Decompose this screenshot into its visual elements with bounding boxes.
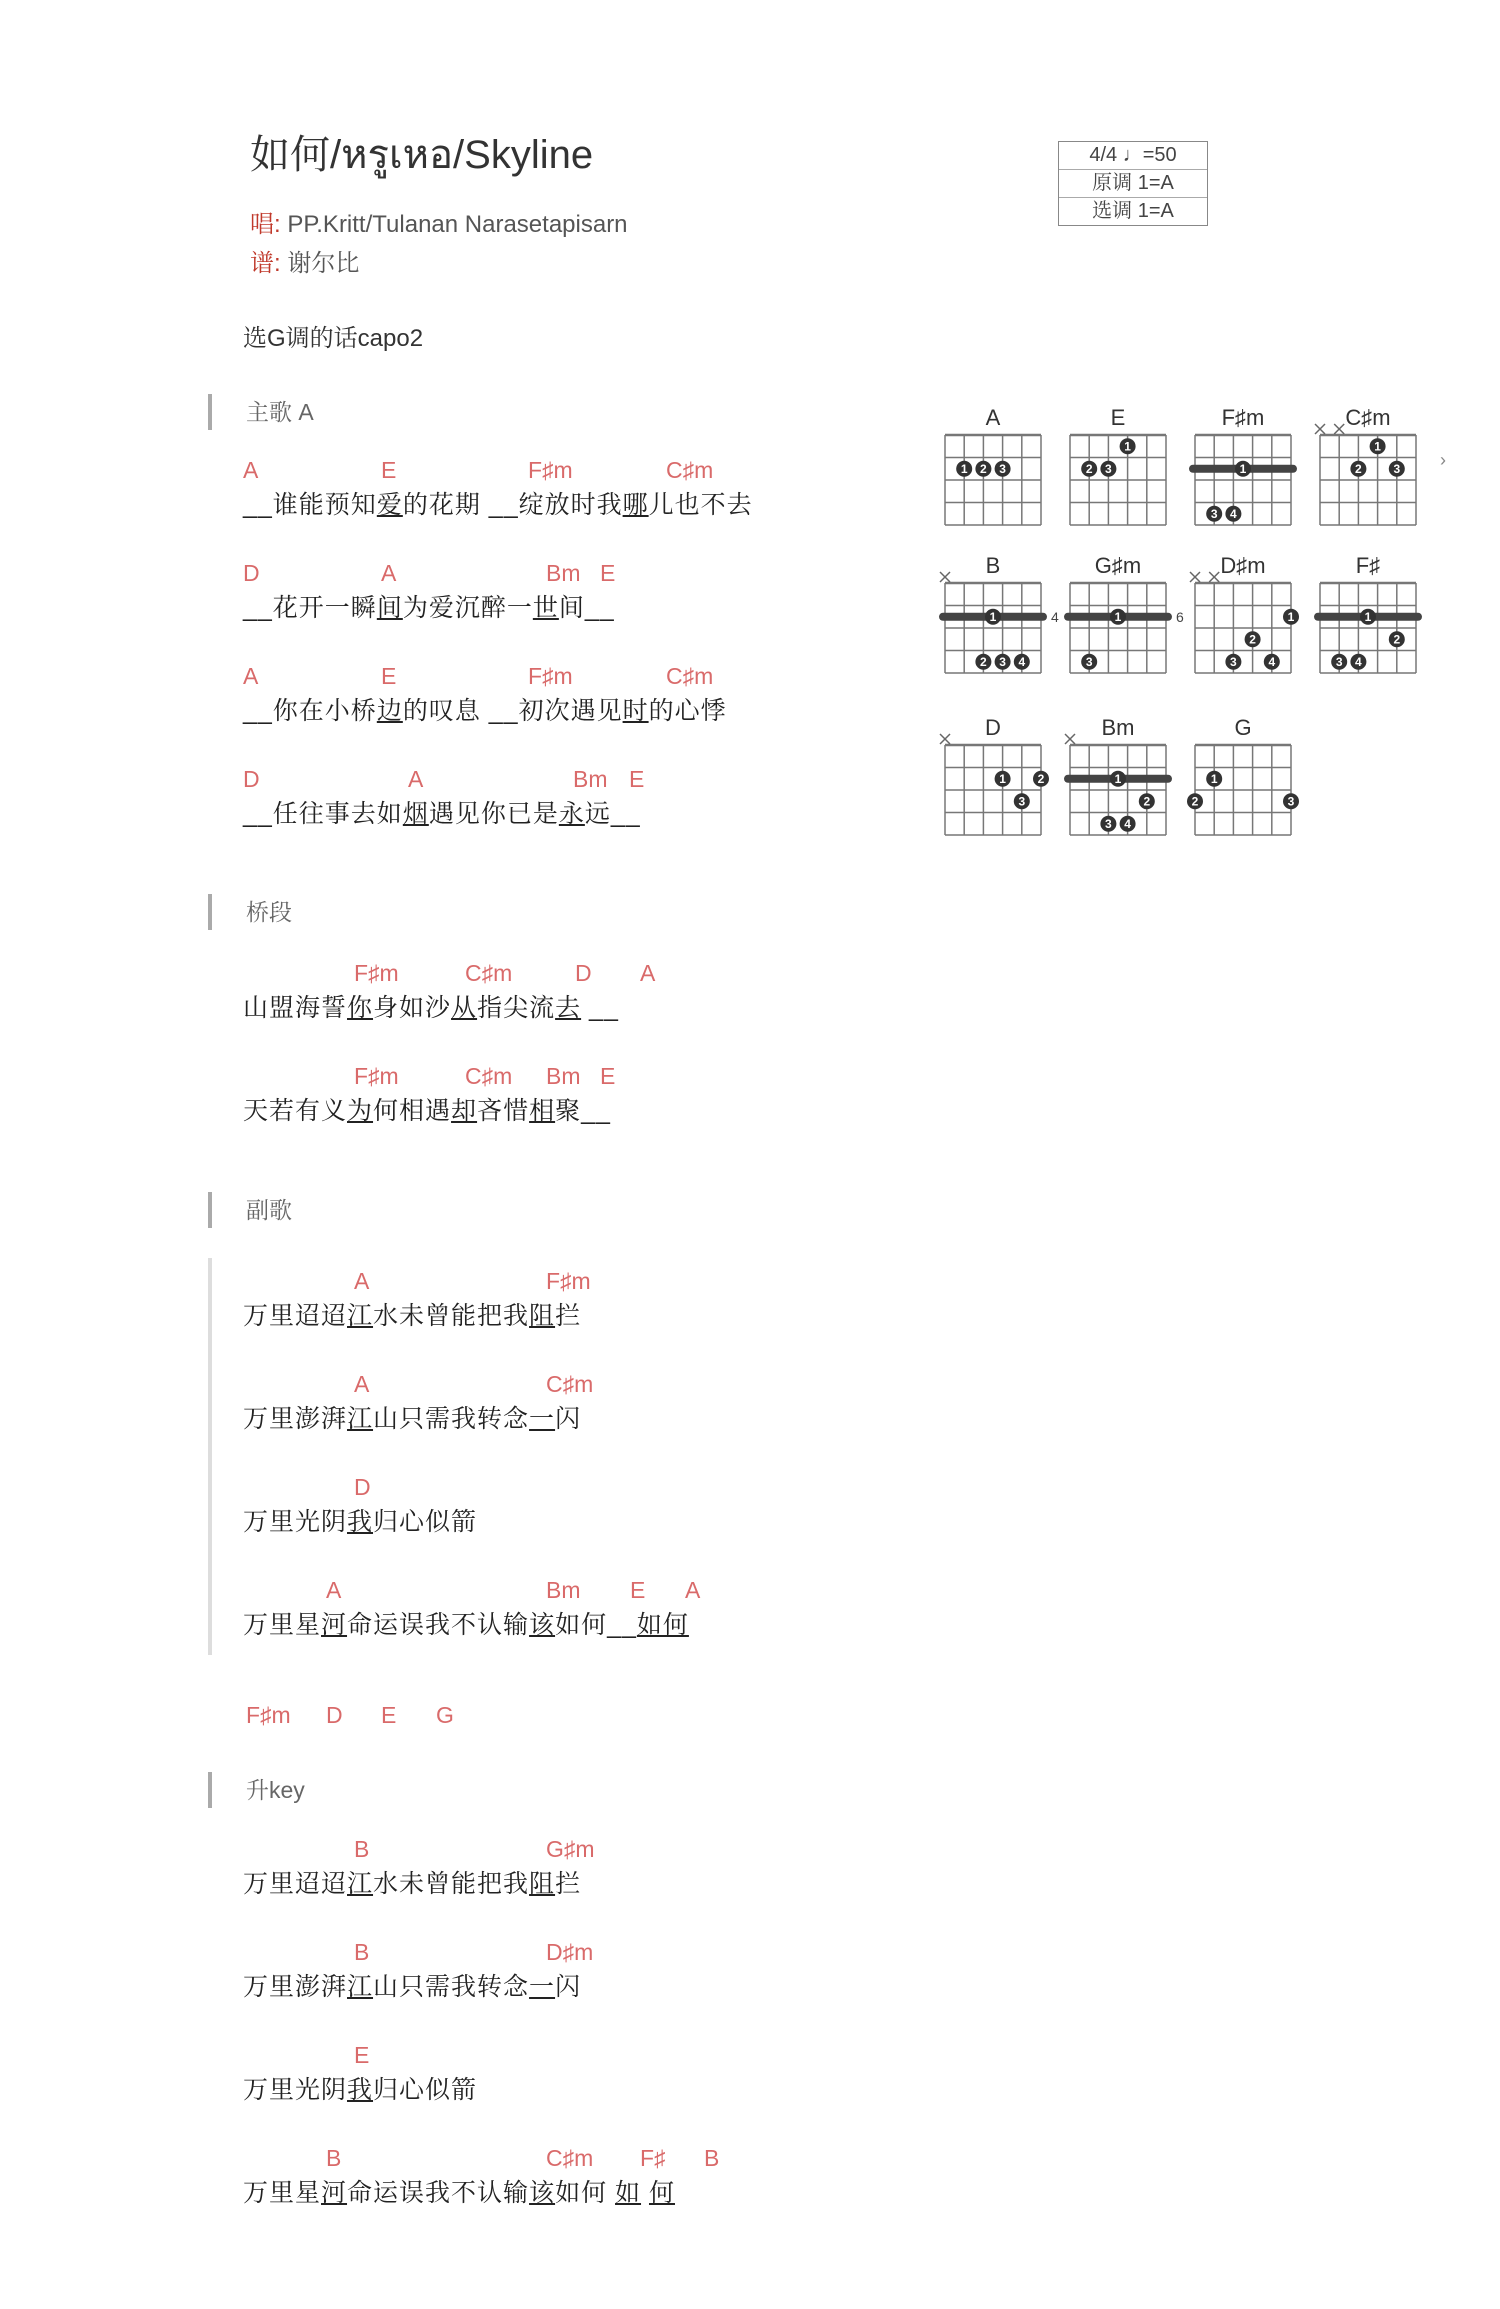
chord-label: C♯m: [666, 663, 714, 689]
chord-label: E: [381, 663, 397, 689]
chord-diagram-2: [1175, 400, 1311, 535]
chord-label: B: [354, 1836, 370, 1862]
chord-diagram-6: [1175, 548, 1311, 683]
chord-diagram-name: F♯m: [1221, 405, 1265, 430]
finger-number: 2: [1191, 794, 1199, 809]
chord-diagram-name: A: [985, 405, 1001, 430]
chord-diagram-5: [1050, 548, 1186, 683]
finger-number: 1: [960, 461, 968, 476]
chord-label: E: [629, 766, 645, 792]
finger-number: 4: [1018, 654, 1026, 669]
chord-label: F♯m: [546, 1268, 591, 1294]
chord-label: F♯m: [246, 1702, 291, 1728]
finger-number: 4: [1230, 506, 1237, 521]
section-bridge: 桥段: [208, 894, 292, 930]
lyric-line: 万里光阴我归心似箭: [243, 1508, 478, 1536]
finger-number: 3: [1105, 816, 1112, 831]
chord-diagram-9: [1050, 710, 1186, 845]
finger-number: 1: [1210, 771, 1218, 786]
lyric-line: 天若有义为何相遇却吝惜相聚__: [243, 1097, 611, 1125]
lyric-line: 山盟海誓你身如沙从指尖流去 __: [243, 994, 619, 1022]
chord-label: Bm: [546, 1063, 581, 1089]
singer-label: 唱: [250, 211, 274, 238]
arranger-line: 谱: 谢尔比: [250, 250, 360, 277]
chord-diagram-name: G: [1234, 715, 1252, 740]
chord-label: B: [354, 1939, 370, 1965]
chord-label: C♯m: [546, 2145, 594, 2171]
finger-number: 1: [1287, 609, 1295, 624]
chord-label: E: [381, 1702, 397, 1728]
chord-label: D: [243, 560, 260, 586]
chorus-bracket: [208, 1258, 212, 1655]
chord-label: D♯m: [546, 1939, 594, 1965]
section-keyup: 升key: [208, 1772, 305, 1808]
section-verse: 主歌 A: [208, 394, 314, 430]
finger-number: 3: [999, 461, 1006, 476]
chord-diagram-name: G♯m: [1094, 553, 1142, 578]
chord-label: C♯m: [546, 1371, 594, 1397]
chord-label: A: [685, 1577, 701, 1603]
finger-number: 1: [989, 609, 997, 624]
arranger-name[interactable]: 谢尔比: [287, 250, 360, 277]
finger-number: 3: [1210, 506, 1218, 521]
lyric-line: __你在小桥边的叹息 __初次遇见时的心悸: [243, 697, 727, 725]
finger-number: 2: [1249, 632, 1256, 647]
lyric-line: 万里星河命运误我不认输该如何 如 何: [243, 2179, 675, 2207]
chord-diagram-7: [1300, 548, 1436, 683]
chord-label: A: [326, 1577, 342, 1603]
chord-label: D: [326, 1702, 343, 1728]
chord-label: A: [408, 766, 424, 792]
chord-label: C♯m: [465, 960, 513, 986]
chord-label: F♯m: [354, 1063, 399, 1089]
chord-label: E: [354, 2042, 370, 2068]
lyric-line: 万里星河命运误我不认输该如何__如何: [243, 1611, 689, 1639]
chord-label: A: [243, 457, 259, 483]
chord-diagram-1: [1050, 400, 1186, 535]
finger-number: 1: [1124, 439, 1131, 454]
chord-diagram-name: E: [1110, 405, 1126, 430]
finger-number: 3: [1105, 461, 1112, 476]
chord-label: G♯m: [546, 1836, 595, 1862]
finger-number: 1: [1114, 771, 1122, 786]
chord-diagram-name: D: [985, 715, 1001, 740]
chord-label: Bm: [573, 766, 608, 792]
finger-number: 2: [1355, 461, 1362, 476]
finger-number: 3: [1287, 794, 1295, 809]
chord-label: A: [381, 560, 397, 586]
fret-number: 4: [1051, 608, 1059, 625]
finger-number: 3: [1393, 461, 1401, 476]
chord-diagram-name: F♯: [1355, 553, 1381, 578]
finger-number: 1: [1364, 609, 1372, 624]
lyric-line: __谁能预知爱的花期 __绽放时我哪儿也不去: [243, 491, 753, 519]
chord-label: E: [600, 1063, 616, 1089]
fret-number: 6: [1176, 608, 1184, 625]
finger-number: 3: [999, 654, 1006, 669]
lyric-line: __任往事去如烟遇见你已是永远__: [243, 800, 641, 828]
chord-label: C♯m: [666, 457, 714, 483]
tempo-key-box: [1058, 141, 1208, 226]
lyric-line: 万里澎湃江山只需我转念一闪: [243, 1973, 582, 2001]
finger-number: 3: [1230, 654, 1237, 669]
chord-diagram-3: [1300, 400, 1436, 535]
chord-label: A: [354, 1268, 370, 1294]
singer-name[interactable]: PP.Kritt/Tulanan Narasetapisarn: [287, 211, 628, 238]
original-key: 原调 1=A: [1059, 170, 1207, 198]
chord-diagram-10: [1175, 710, 1311, 845]
chord-label: Bm: [546, 560, 581, 586]
chord-diagram-4: [925, 548, 1061, 683]
chord-label: C♯m: [465, 1063, 513, 1089]
chord-label: F♯: [640, 2145, 666, 2171]
chord-label: A: [243, 663, 259, 689]
finger-number: 2: [1143, 794, 1151, 809]
chosen-key[interactable]: 选调 1=A: [1092, 200, 1174, 222]
finger-number: 2: [1037, 771, 1045, 786]
time-tempo: 4/4 ♩=50: [1059, 142, 1207, 170]
chord-label: Bm: [546, 1577, 581, 1603]
lyric-line: 万里迢迢江水未曾能把我阻拦: [243, 1870, 582, 1898]
chord-diagram-8: [925, 710, 1061, 845]
chord-label: B: [704, 2145, 720, 2171]
chord-label: E: [600, 560, 616, 586]
chord-label: A: [354, 1371, 370, 1397]
chord-label: D: [243, 766, 260, 792]
finger-number: 1: [1239, 461, 1247, 476]
chord-label: G: [436, 1702, 454, 1728]
chord-label: E: [381, 457, 397, 483]
song-title: 如何/หรูเหอ/Skyline: [250, 133, 594, 177]
finger-number: 3: [1335, 654, 1343, 669]
lyric-line: 万里光阴我归心似箭: [243, 2076, 478, 2104]
lyric-line: 万里迢迢江水未曾能把我阻拦: [243, 1302, 582, 1330]
finger-number: 2: [980, 654, 987, 669]
finger-number: 2: [1085, 461, 1093, 476]
finger-number: 1: [1114, 609, 1122, 624]
chord-label: F♯m: [354, 960, 399, 986]
chord-diagram-0: [925, 400, 1061, 535]
finger-number: 4: [1268, 654, 1276, 669]
chord-label: F♯m: [528, 663, 573, 689]
finger-number: 1: [1374, 439, 1381, 454]
finger-number: 2: [1393, 632, 1401, 647]
singer-line: 唱: PP.Kritt/Tulanan Narasetapisarn: [250, 211, 628, 238]
chord-diagram-name: B: [985, 553, 1001, 578]
capo-note: 选G调的话capo2: [243, 325, 424, 352]
section-chorus: 副歌: [208, 1192, 292, 1228]
finger-number: 3: [1018, 794, 1026, 809]
arranger-label: 谱: [250, 250, 274, 277]
lyric-line: 万里澎湃江山只需我转念一闪: [243, 1405, 582, 1433]
finger-number: 2: [980, 461, 987, 476]
finger-number: 4: [1355, 654, 1362, 669]
lyric-line: __花开一瞬间为爱沉醉一世间__: [243, 594, 615, 622]
chord-label: A: [640, 960, 656, 986]
finger-number: 3: [1085, 654, 1093, 669]
chord-diagram-name: D♯m: [1220, 553, 1266, 578]
chord-label: D: [575, 960, 592, 986]
chord-label: F♯m: [528, 457, 573, 483]
edge-arrow-icon: ›: [1440, 450, 1446, 470]
chord-diagram-name: C♯m: [1345, 405, 1391, 430]
chord-label: E: [630, 1577, 646, 1603]
chord-label: D: [354, 1474, 371, 1500]
finger-number: 4: [1124, 816, 1131, 831]
chord-diagram-name: Bm: [1101, 715, 1135, 740]
chord-label: B: [326, 2145, 342, 2171]
finger-number: 1: [999, 771, 1006, 786]
